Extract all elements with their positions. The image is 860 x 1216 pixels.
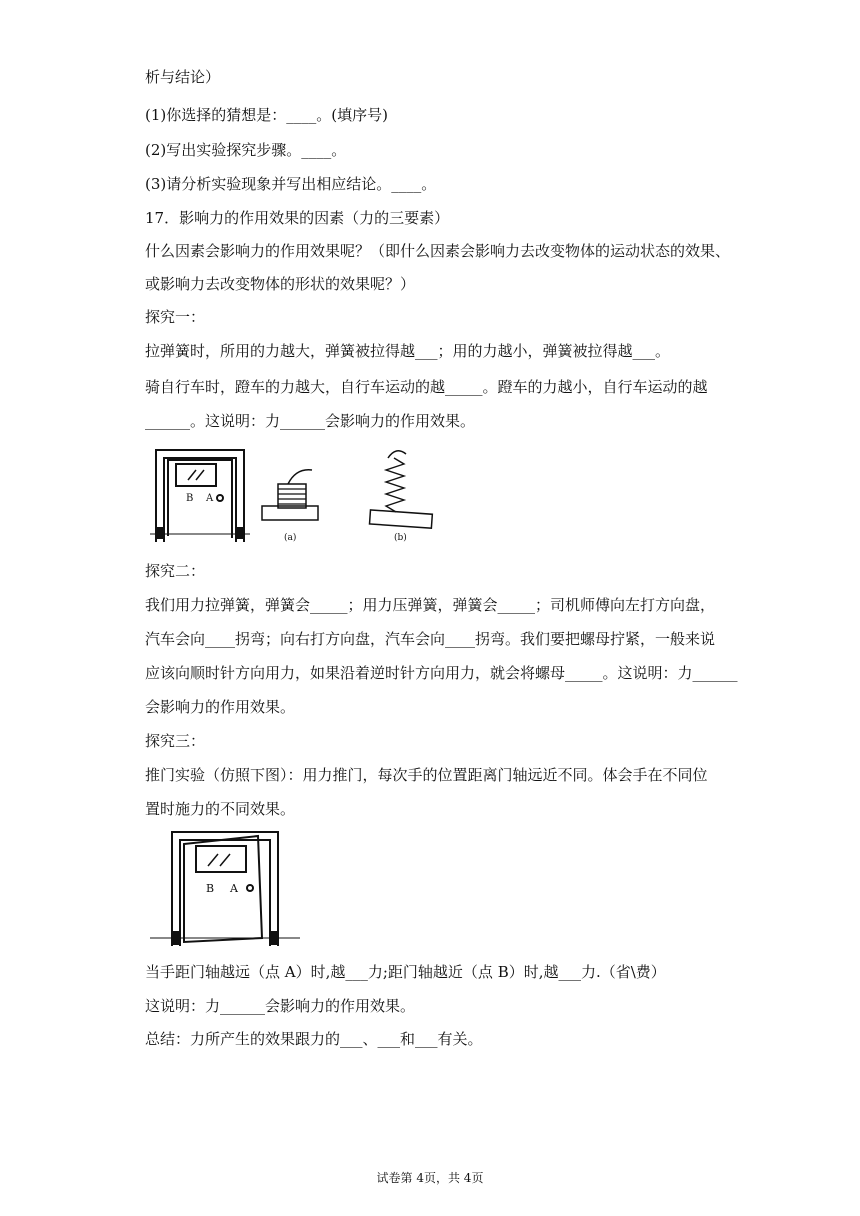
section-heading: 探究二： <box>145 562 206 580</box>
line: (1)你选择的猜想是：____。(填序号) <box>145 106 388 124</box>
line: 置时施力的不同效果。 <box>145 800 296 818</box>
line: 拉弹簧时，所用的力越大，弹簧被拉得越___；用的力越小，弹簧被拉得越___。 <box>145 342 671 360</box>
summary-line: 总结：力所产生的效果跟力的___、___和___有关。 <box>145 1030 483 1048</box>
section-heading: 探究三： <box>145 732 206 750</box>
line: 当手距门轴越远（点 A）时,越___力;距门轴越近（点 B）时,越___力.（省\费） <box>145 963 666 981</box>
point-label: B <box>186 493 194 504</box>
line: (2)写出实验探究步骤。____。 <box>145 141 347 159</box>
point-label: A <box>206 493 214 504</box>
spring-label-b: (b) <box>394 533 407 543</box>
line: 析与结论） <box>145 68 221 86</box>
line: 推门实验（仿照下图）：用力推门，每次手的位置距离门轴远近不同。体会手在不同位 <box>145 766 708 784</box>
line: 会影响力的作用效果。 <box>145 698 296 716</box>
door-figure <box>150 826 300 950</box>
line: 或影响力去改变物体的形状的效果呢？） <box>145 275 416 293</box>
page-footer: 试卷第 4页，共 4页 <box>376 1171 484 1185</box>
question-title: 17．影响力的作用效果的因素（力的三要素） <box>145 209 450 227</box>
line: 汽车会向____拐弯；向右打方向盘，汽车会向____拐弯。我们要把螺母拧紧，一般来说 <box>145 630 716 648</box>
line: 这说明：力______会影响力的作用效果。 <box>145 997 416 1015</box>
line: 我们用力拉弹簧，弹簧会_____；用力压弹簧，弹簧会_____；司机师傅向左打方向盘， <box>145 596 716 614</box>
point-label: A <box>230 882 238 895</box>
line: 骑自行车时，蹬车的力越大，自行车运动的越_____。蹬车的力越小，自行车运动的越 <box>145 378 708 396</box>
section-heading: 探究一： <box>145 308 206 326</box>
line: (3)请分析实验现象并写出相应结论。____。 <box>145 175 437 193</box>
door-spring-figure <box>150 446 450 546</box>
line: 应该向顺时针方向用力，如果沿着逆时针方向用力，就会将螺母_____。这说明：力______ <box>145 664 738 682</box>
line: ______。这说明：力______会影响力的作用效果。 <box>145 412 476 430</box>
line: 什么因素会影响力的作用效果呢？（即什么因素会影响力去改变物体的运动状态的效果、 <box>145 242 731 260</box>
spring-label-a: (a) <box>284 533 297 543</box>
point-label: B <box>206 882 215 895</box>
